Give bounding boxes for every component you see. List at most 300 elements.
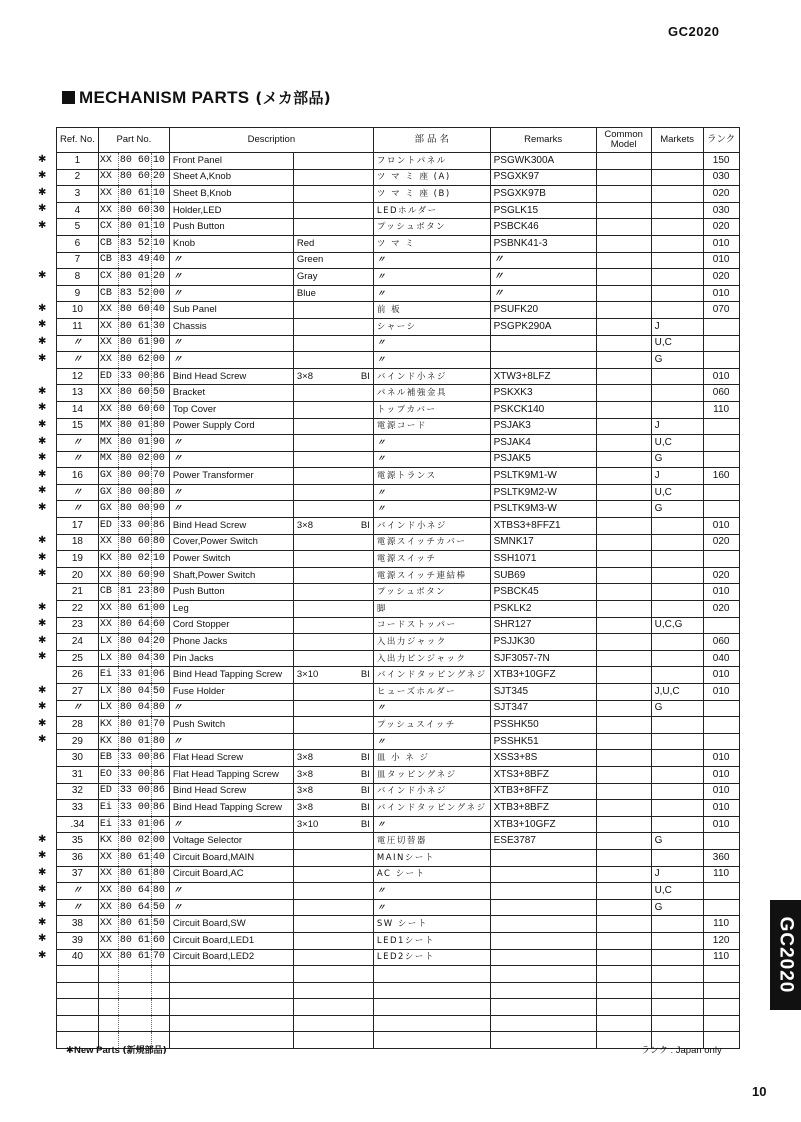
table-row — [57, 401, 740, 418]
part-no-suffix-cell: 40 — [151, 849, 169, 866]
description-cell: 〃 — [169, 700, 293, 717]
remarks-cell — [490, 899, 596, 916]
description-cell: 〃 — [169, 816, 293, 833]
part-no-middle-cell: 80 60 — [118, 153, 151, 170]
ref-cell: 5 — [57, 219, 99, 236]
common-model-cell — [596, 302, 651, 319]
part-no-suffix-cell: 86 — [151, 518, 169, 535]
finish-cell — [351, 219, 373, 236]
jp-name-cell: 〃 — [373, 269, 490, 286]
new-part-star-icon: ✱ — [38, 634, 47, 646]
common-model-cell — [596, 750, 651, 767]
table-row — [57, 153, 740, 170]
remarks-cell: SSH1071 — [490, 551, 596, 568]
parts-table-body — [57, 153, 740, 1049]
rank-cell: 010 — [703, 750, 739, 767]
new-part-star-icon: ✱ — [38, 485, 47, 497]
description-cell: Circuit Board,LED2 — [169, 949, 293, 966]
part-no-prefix-cell: XX — [98, 335, 118, 352]
part-no-middle-cell — [118, 982, 151, 999]
part-no-suffix-cell: 70 — [151, 468, 169, 485]
part-no-suffix-cell: 30 — [151, 318, 169, 335]
new-part-star-icon: ✱ — [38, 385, 47, 397]
common-model-cell — [596, 601, 651, 618]
description-cell: Flat Head Screw — [169, 750, 293, 767]
empty-table-row — [57, 1015, 740, 1032]
table-row — [57, 949, 740, 966]
markets-cell — [651, 766, 703, 783]
markets-cell: U,C — [651, 484, 703, 501]
table-row — [57, 733, 740, 750]
part-no-prefix-cell: XX — [98, 169, 118, 186]
ref-cell: 〃 — [57, 899, 99, 916]
ref-cell — [57, 966, 99, 983]
remarks-cell — [490, 866, 596, 883]
part-no-middle-cell: 80 61 — [118, 932, 151, 949]
new-part-star-icon: ✱ — [38, 900, 47, 912]
finish-cell — [351, 949, 373, 966]
markets-cell — [651, 534, 703, 551]
markets-cell — [651, 401, 703, 418]
common-model-cell — [596, 766, 651, 783]
ref-cell: 21 — [57, 584, 99, 601]
table-row — [57, 684, 740, 701]
jp-name-cell: フロントパネル — [373, 153, 490, 170]
finish-cell: BI — [351, 800, 373, 817]
description-cell: Holder,LED — [169, 202, 293, 219]
finish-cell — [351, 617, 373, 634]
description-cell: 〃 — [169, 883, 293, 900]
rank-note-jp: ランク — [641, 1046, 668, 1056]
spec-cell — [293, 1015, 351, 1032]
description-cell: Push Button — [169, 219, 293, 236]
rank-cell: 010 — [703, 800, 739, 817]
section-title-text: MECHANISM PARTS — [79, 87, 250, 107]
finish-cell — [351, 235, 373, 252]
markets-cell — [651, 717, 703, 734]
side-tab-text: GC2020 — [775, 916, 797, 994]
table-row — [57, 534, 740, 551]
remarks-cell — [490, 949, 596, 966]
part-no-suffix-cell: 80 — [151, 418, 169, 435]
part-no-suffix-cell: 86 — [151, 783, 169, 800]
part-no-suffix-cell: 80 — [151, 883, 169, 900]
rank-cell: 010 — [703, 816, 739, 833]
spec-cell — [293, 650, 351, 667]
ref-cell: 14 — [57, 401, 99, 418]
table-row — [57, 833, 740, 850]
description-cell: Circuit Board,SW — [169, 916, 293, 933]
ref-cell: 24 — [57, 634, 99, 651]
table-row — [57, 932, 740, 949]
part-no-middle-cell: 80 01 — [118, 418, 151, 435]
part-no-middle-cell: 80 61 — [118, 601, 151, 618]
rank-cell: 150 — [703, 153, 739, 170]
finish-cell — [351, 285, 373, 302]
ref-cell: 2 — [57, 169, 99, 186]
rank-cell — [703, 435, 739, 452]
part-no-middle-cell: 80 64 — [118, 899, 151, 916]
new-part-star-icon: ✱ — [38, 701, 47, 713]
ref-cell — [57, 1015, 99, 1032]
ref-cell: 〃 — [57, 883, 99, 900]
part-no-suffix-cell: 40 — [151, 302, 169, 319]
finish-cell — [351, 1015, 373, 1032]
ref-cell: 〃 — [57, 700, 99, 717]
remarks-cell: XTW3+8LFZ — [490, 368, 596, 385]
jp-name-cell: トップカバー — [373, 401, 490, 418]
description-cell — [169, 982, 293, 999]
markets-cell — [651, 518, 703, 535]
description-cell: 〃 — [169, 899, 293, 916]
ref-cell: 13 — [57, 385, 99, 402]
finish-cell: BI — [351, 750, 373, 767]
part-no-suffix-cell: 30 — [151, 202, 169, 219]
description-cell: Power Supply Cord — [169, 418, 293, 435]
jp-name-cell: 〃 — [373, 883, 490, 900]
remarks-cell: PSJAK4 — [490, 435, 596, 452]
jp-name-cell — [373, 982, 490, 999]
remarks-cell: SJT345 — [490, 684, 596, 701]
table-row — [57, 235, 740, 252]
part-no-prefix-cell: LX — [98, 684, 118, 701]
rank-cell — [703, 982, 739, 999]
jp-name-cell: LED2シート — [373, 949, 490, 966]
common-model-cell — [596, 484, 651, 501]
part-no-prefix-cell: XX — [98, 202, 118, 219]
part-no-suffix-cell: 00 — [151, 833, 169, 850]
description-cell: Sheet B,Knob — [169, 186, 293, 203]
rank-cell — [703, 733, 739, 750]
jp-name-cell: バインドタッピングネジ — [373, 667, 490, 684]
rank-cell: 020 — [703, 567, 739, 584]
description-cell: Top Cover — [169, 401, 293, 418]
part-no-middle-cell: 83 52 — [118, 235, 151, 252]
remarks-cell: PSKXK3 — [490, 385, 596, 402]
markets-cell — [651, 816, 703, 833]
description-cell: Bind Head Tapping Screw — [169, 667, 293, 684]
table-row — [57, 352, 740, 369]
spec-cell — [293, 451, 351, 468]
spec-cell: Green — [293, 252, 351, 269]
finish-cell — [351, 684, 373, 701]
part-no-suffix-cell — [151, 966, 169, 983]
part-no-middle-cell: 80 64 — [118, 883, 151, 900]
table-row — [57, 650, 740, 667]
table-row — [57, 717, 740, 734]
remarks-cell: PSJAK5 — [490, 451, 596, 468]
finish-cell — [351, 401, 373, 418]
description-cell: 〃 — [169, 733, 293, 750]
description-cell: Push Switch — [169, 717, 293, 734]
jp-name-cell: 入出力ピンジャック — [373, 650, 490, 667]
table-row — [57, 335, 740, 352]
part-no-prefix-cell: XX — [98, 401, 118, 418]
ref-cell: 22 — [57, 601, 99, 618]
description-cell: 〃 — [169, 252, 293, 269]
finish-cell — [351, 501, 373, 518]
new-part-star-icon: ✱ — [38, 170, 47, 182]
description-cell: Cover,Power Switch — [169, 534, 293, 551]
common-model-cell — [596, 368, 651, 385]
part-no-prefix-cell: EO — [98, 766, 118, 783]
description-cell: 〃 — [169, 285, 293, 302]
part-no-suffix-cell: 90 — [151, 567, 169, 584]
spec-cell — [293, 385, 351, 402]
part-no-middle-cell: 80 04 — [118, 634, 151, 651]
spec-cell — [293, 700, 351, 717]
ref-cell: 3 — [57, 186, 99, 203]
new-part-star-icon: ✱ — [38, 717, 47, 729]
finish-cell — [351, 252, 373, 269]
finish-cell — [351, 1032, 373, 1049]
description-cell: Circuit Board,AC — [169, 866, 293, 883]
common-model-cell — [596, 418, 651, 435]
finish-cell — [351, 468, 373, 485]
rank-cell: 010 — [703, 684, 739, 701]
description-cell: 〃 — [169, 335, 293, 352]
new-part-star-icon: ✱ — [38, 419, 47, 430]
part-no-prefix-cell: CX — [98, 269, 118, 286]
spec-cell: 3×8 — [293, 800, 351, 817]
jp-name-cell: MAINシート — [373, 849, 490, 866]
jp-name-cell: 入出力ジャック — [373, 634, 490, 651]
part-no-middle-cell: 33 01 — [118, 667, 151, 684]
markets-cell — [651, 949, 703, 966]
rank-cell — [703, 318, 739, 335]
jp-name-cell: AC シート — [373, 866, 490, 883]
description-cell: Knob — [169, 235, 293, 252]
header-markets: Markets — [651, 128, 703, 153]
rank-note-text: : Japan only — [670, 1045, 722, 1056]
part-no-middle-cell: 80 01 — [118, 717, 151, 734]
finish-cell: BI — [351, 667, 373, 684]
spec-cell — [293, 435, 351, 452]
jp-name-cell: 皿 小 ネ ジ — [373, 750, 490, 767]
part-no-suffix-cell: 80 — [151, 700, 169, 717]
markets-cell: G — [651, 833, 703, 850]
markets-cell — [651, 219, 703, 236]
jp-name-cell: プッシュスイッチ — [373, 717, 490, 734]
new-part-star-icon: ✱ — [38, 468, 47, 480]
description-cell: 〃 — [169, 451, 293, 468]
part-no-suffix-cell: 50 — [151, 684, 169, 701]
table-row — [57, 302, 740, 319]
part-no-suffix-cell: 20 — [151, 169, 169, 186]
ref-cell: 40 — [57, 949, 99, 966]
common-model-cell — [596, 551, 651, 568]
description-cell: Power Switch — [169, 551, 293, 568]
markets-cell — [651, 916, 703, 933]
common-model-cell — [596, 518, 651, 535]
table-row — [57, 418, 740, 435]
common-model-cell — [596, 318, 651, 335]
ref-cell: 38 — [57, 916, 99, 933]
ref-cell: 28 — [57, 717, 99, 734]
remarks-cell: PSGXK97 — [490, 169, 596, 186]
remarks-cell: XSS3+8S — [490, 750, 596, 767]
jp-name-cell: LEDホルダー — [373, 202, 490, 219]
common-model-cell — [596, 999, 651, 1016]
remarks-cell: PSBCK46 — [490, 219, 596, 236]
rank-cell: 010 — [703, 766, 739, 783]
rank-cell: 060 — [703, 634, 739, 651]
ref-cell: 1 — [57, 153, 99, 170]
spec-cell — [293, 634, 351, 651]
common-model-cell — [596, 866, 651, 883]
markets-cell: G — [651, 700, 703, 717]
part-no-middle-cell: 80 01 — [118, 269, 151, 286]
markets-cell — [651, 567, 703, 584]
description-cell — [169, 966, 293, 983]
table-row — [57, 451, 740, 468]
rank-cell: 110 — [703, 401, 739, 418]
table-row — [57, 899, 740, 916]
common-model-cell — [596, 617, 651, 634]
part-no-middle-cell: 80 61 — [118, 318, 151, 335]
common-model-cell — [596, 501, 651, 518]
spec-cell — [293, 352, 351, 369]
jp-name-cell: 〃 — [373, 252, 490, 269]
part-no-suffix-cell: 60 — [151, 617, 169, 634]
jp-name-cell — [373, 966, 490, 983]
spec-cell — [293, 949, 351, 966]
rank-cell: 010 — [703, 518, 739, 535]
table-row — [57, 584, 740, 601]
part-no-prefix-cell: LX — [98, 650, 118, 667]
table-row — [57, 484, 740, 501]
new-parts-footnote — [66, 1043, 167, 1056]
part-no-suffix-cell: 86 — [151, 368, 169, 385]
spec-cell — [293, 966, 351, 983]
common-model-cell — [596, 883, 651, 900]
part-no-middle-cell: 83 52 — [118, 285, 151, 302]
finish-cell — [351, 335, 373, 352]
markets-cell — [651, 551, 703, 568]
remarks-cell: SMNK17 — [490, 534, 596, 551]
spec-cell — [293, 601, 351, 618]
markets-cell — [651, 153, 703, 170]
remarks-cell: SJT347 — [490, 700, 596, 717]
markets-cell: G — [651, 501, 703, 518]
part-no-suffix-cell: 50 — [151, 385, 169, 402]
part-no-suffix-cell: 80 — [151, 866, 169, 883]
ref-cell: 〃 — [57, 451, 99, 468]
part-no-suffix-cell: 00 — [151, 285, 169, 302]
part-no-prefix-cell: XX — [98, 899, 118, 916]
spec-cell — [293, 584, 351, 601]
remarks-cell: PSKCK140 — [490, 401, 596, 418]
table-row — [57, 219, 740, 236]
rank-cell: 110 — [703, 949, 739, 966]
common-model-cell — [596, 435, 651, 452]
table-row — [57, 883, 740, 900]
remarks-cell — [490, 1015, 596, 1032]
spec-cell: Blue — [293, 285, 351, 302]
spec-cell — [293, 617, 351, 634]
markets-cell — [651, 966, 703, 983]
jp-name-cell: 〃 — [373, 484, 490, 501]
part-no-middle-cell: 80 61 — [118, 186, 151, 203]
table-row — [57, 800, 740, 817]
remarks-cell: 〃 — [490, 269, 596, 286]
finish-cell — [351, 833, 373, 850]
part-no-suffix-cell: 86 — [151, 766, 169, 783]
jp-name-cell: 電源スイッチ — [373, 551, 490, 568]
table-row — [57, 783, 740, 800]
finish-cell — [351, 418, 373, 435]
spec-cell — [293, 999, 351, 1016]
common-model-cell — [596, 966, 651, 983]
table-row — [57, 916, 740, 933]
common-model-cell — [596, 833, 651, 850]
part-no-suffix-cell: 00 — [151, 451, 169, 468]
jp-name-cell: 〃 — [373, 451, 490, 468]
part-no-prefix-cell: XX — [98, 883, 118, 900]
rank-cell: 010 — [703, 235, 739, 252]
ref-cell: 9 — [57, 285, 99, 302]
remarks-cell: PSBNK41-3 — [490, 235, 596, 252]
new-part-star-icon: ✱ — [38, 153, 47, 165]
finish-cell — [351, 269, 373, 286]
rank-cell — [703, 352, 739, 369]
new-part-star-icon: ✱ — [38, 651, 47, 663]
part-no-prefix-cell: XX — [98, 866, 118, 883]
part-no-prefix-cell: XX — [98, 385, 118, 402]
part-no-middle-cell: 33 00 — [118, 766, 151, 783]
part-no-prefix-cell: KX — [98, 551, 118, 568]
jp-name-cell — [373, 999, 490, 1016]
part-no-prefix-cell: XX — [98, 916, 118, 933]
spec-cell — [293, 534, 351, 551]
common-model-cell — [596, 153, 651, 170]
rank-cell: 160 — [703, 468, 739, 485]
common-model-cell — [596, 401, 651, 418]
part-no-suffix-cell: 06 — [151, 816, 169, 833]
part-no-suffix-cell: 90 — [151, 435, 169, 452]
part-no-suffix-cell: 00 — [151, 601, 169, 618]
new-part-star-icon: ✱ — [38, 568, 47, 580]
rank-cell — [703, 335, 739, 352]
spec-cell — [293, 833, 351, 850]
description-cell: Sheet A,Knob — [169, 169, 293, 186]
part-no-prefix-cell: MX — [98, 435, 118, 452]
markets-cell — [651, 982, 703, 999]
description-cell: Bracket — [169, 385, 293, 402]
rank-cell — [703, 966, 739, 983]
description-cell: Bind Head Screw — [169, 518, 293, 535]
remarks-cell: SJF3057-7N — [490, 650, 596, 667]
markets-cell — [651, 733, 703, 750]
part-no-suffix-cell — [151, 1015, 169, 1032]
side-model-tab — [770, 900, 801, 1010]
common-model-cell — [596, 916, 651, 933]
table-header-row — [57, 128, 740, 153]
part-no-prefix-cell: EB — [98, 750, 118, 767]
table-row — [57, 169, 740, 186]
table-row — [57, 766, 740, 783]
finish-cell — [351, 153, 373, 170]
rank-cell: 010 — [703, 783, 739, 800]
remarks-cell: XTB3+8BFZ — [490, 800, 596, 817]
description-cell: 〃 — [169, 435, 293, 452]
spec-cell — [293, 932, 351, 949]
jp-name-cell: 〃 — [373, 435, 490, 452]
markets-cell — [651, 932, 703, 949]
spec-cell — [293, 982, 351, 999]
ref-cell: 32 — [57, 783, 99, 800]
part-no-prefix-cell: ED — [98, 783, 118, 800]
